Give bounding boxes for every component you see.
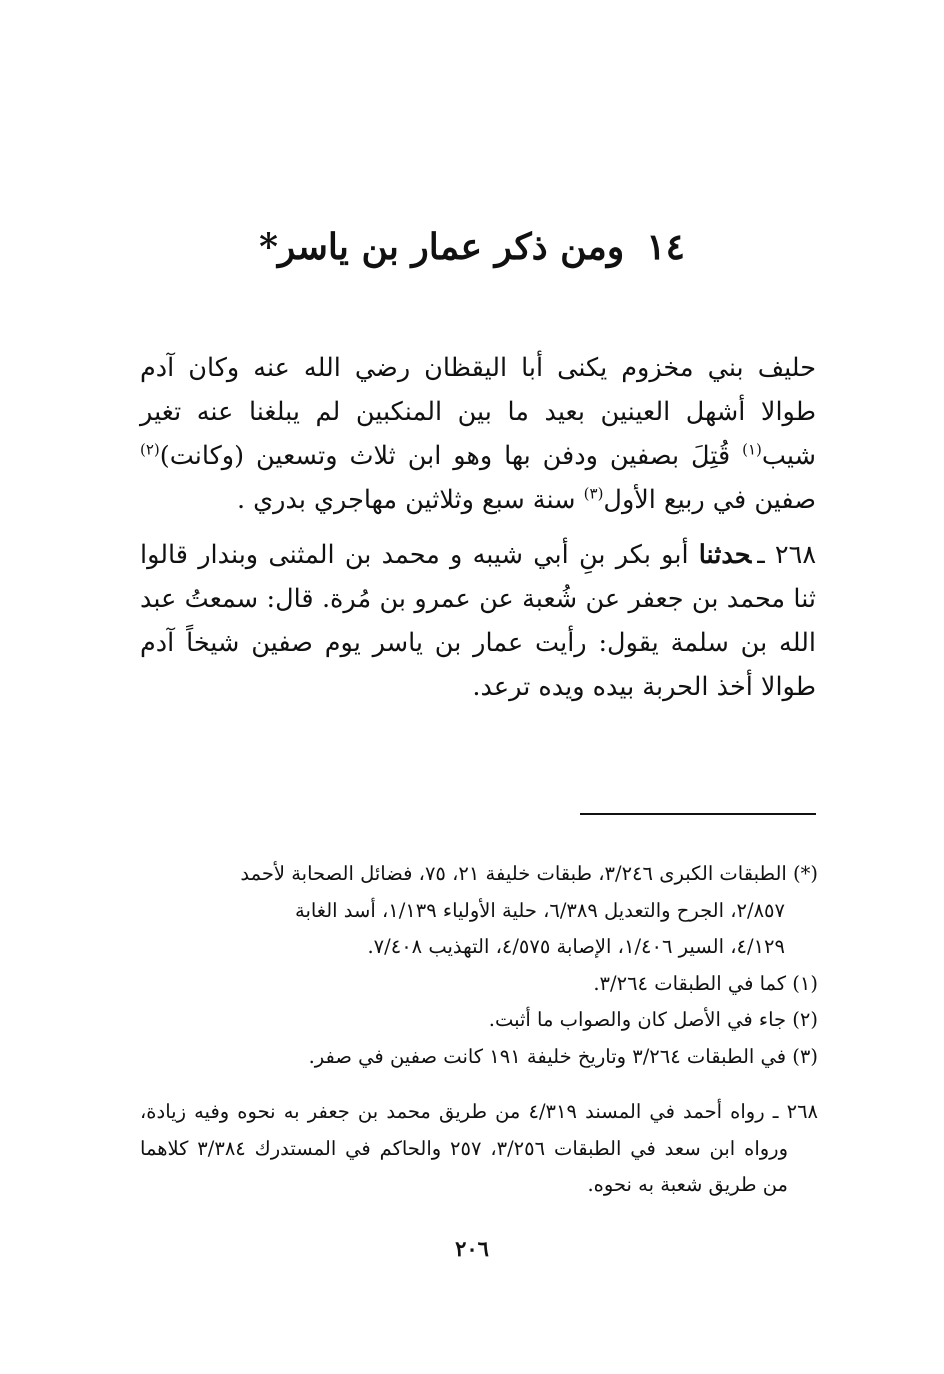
bio-text-4: سنة سبع وثلاثين مهاجري بدري . (236, 485, 584, 515)
footnote-1: (١) كما في الطبقات ٣/٢٦٤. (593, 971, 818, 995)
bio-text-1: حليف بني مخزوم يكنى أبا اليقظان رضي الله عنه وكان آدم طوالا أشهل العينين بعيد ما بين المنكبين لم يبلغنا عنه تغير شيب (140, 353, 816, 471)
hadith-text: أبو بكر بنِ أبي شيبه و محمد بن المثنى وبندار قالوا ثنا محمد بن جعفر عن شُعبة عن عمرو بن مُرة. قال: سمعتُ عبد الله بن سلمة يقول: رأيت عمار بن ياسر يوم صفين شيخاً آدم طوالا أخذ الحربة بيده ويده ترعد. (140, 540, 816, 702)
footnote-3: (٣) في الطبقات ٣/٢٦٤ وتاريخ خليفة ١٩١ كانت صفين في صفر. (308, 1044, 818, 1068)
footnote-star-line-1: (*) الطبقات الكبرى ٣/٢٤٦، طبقات خليفة ٢١، ٧٥، فضائل الصحابة لأحمد (240, 862, 818, 885)
chapter-heading (0, 222, 944, 272)
footnotes-block (140, 856, 818, 1075)
footnote-marker-3: (٣) (583, 484, 604, 503)
bio-text-2: قُتِلَ بصفين ودفن بها وهو ابن ثلاث وتسعين (وكانت) (159, 441, 743, 471)
footnote-separator-rule (580, 813, 816, 815)
footnote-star-line-3: ٤/١٢٩، السير ١/٤٠٦، الإصابة ٤/٥٧٥، التهذيب ٧/٤٠٨. (367, 935, 785, 958)
takhrij-note-block (140, 1094, 818, 1204)
takhrij-note-268: ٢٦٨ ـ رواه أحمد في المسند ٤/٣١٩ من طريق محمد بن جعفر به نحوه وفيه زيادة، ورواه ابن سعد في الطبقات ٣/٢٥٦، ٢٥٧ والحاكم في المستدرك ٣/٣٨٤ كلاهما من طريق شعبة به نحوه. (140, 1100, 819, 1196)
hadith-paragraph (140, 533, 816, 709)
footnote-marker-2: (٢) (140, 440, 160, 459)
bio-text-3: صفين في ربيع الأول (603, 485, 816, 515)
chapter-title-text: ومن ذكر عمار بن ياسر* (259, 226, 625, 268)
footnote-marker-1: (١) (742, 440, 762, 459)
hadith-number: ٢٦٨ ـ (757, 540, 817, 570)
hadith-lead-word: حدثنا (698, 540, 752, 570)
footnote-star-line-2: ٢/٨٥٧، الجرح والتعديل ٦/٣٨٩، حلية الأولياء ١/١٣٩، أسد الغابة (294, 898, 785, 922)
biography-paragraph (140, 346, 816, 522)
page-number: ٢٠٦ (455, 1236, 489, 1261)
footnote-2: (٢) جاء في الأصل كان والصواب ما أثبت. (488, 1008, 818, 1031)
chapter-number: ١٤ (646, 226, 685, 268)
